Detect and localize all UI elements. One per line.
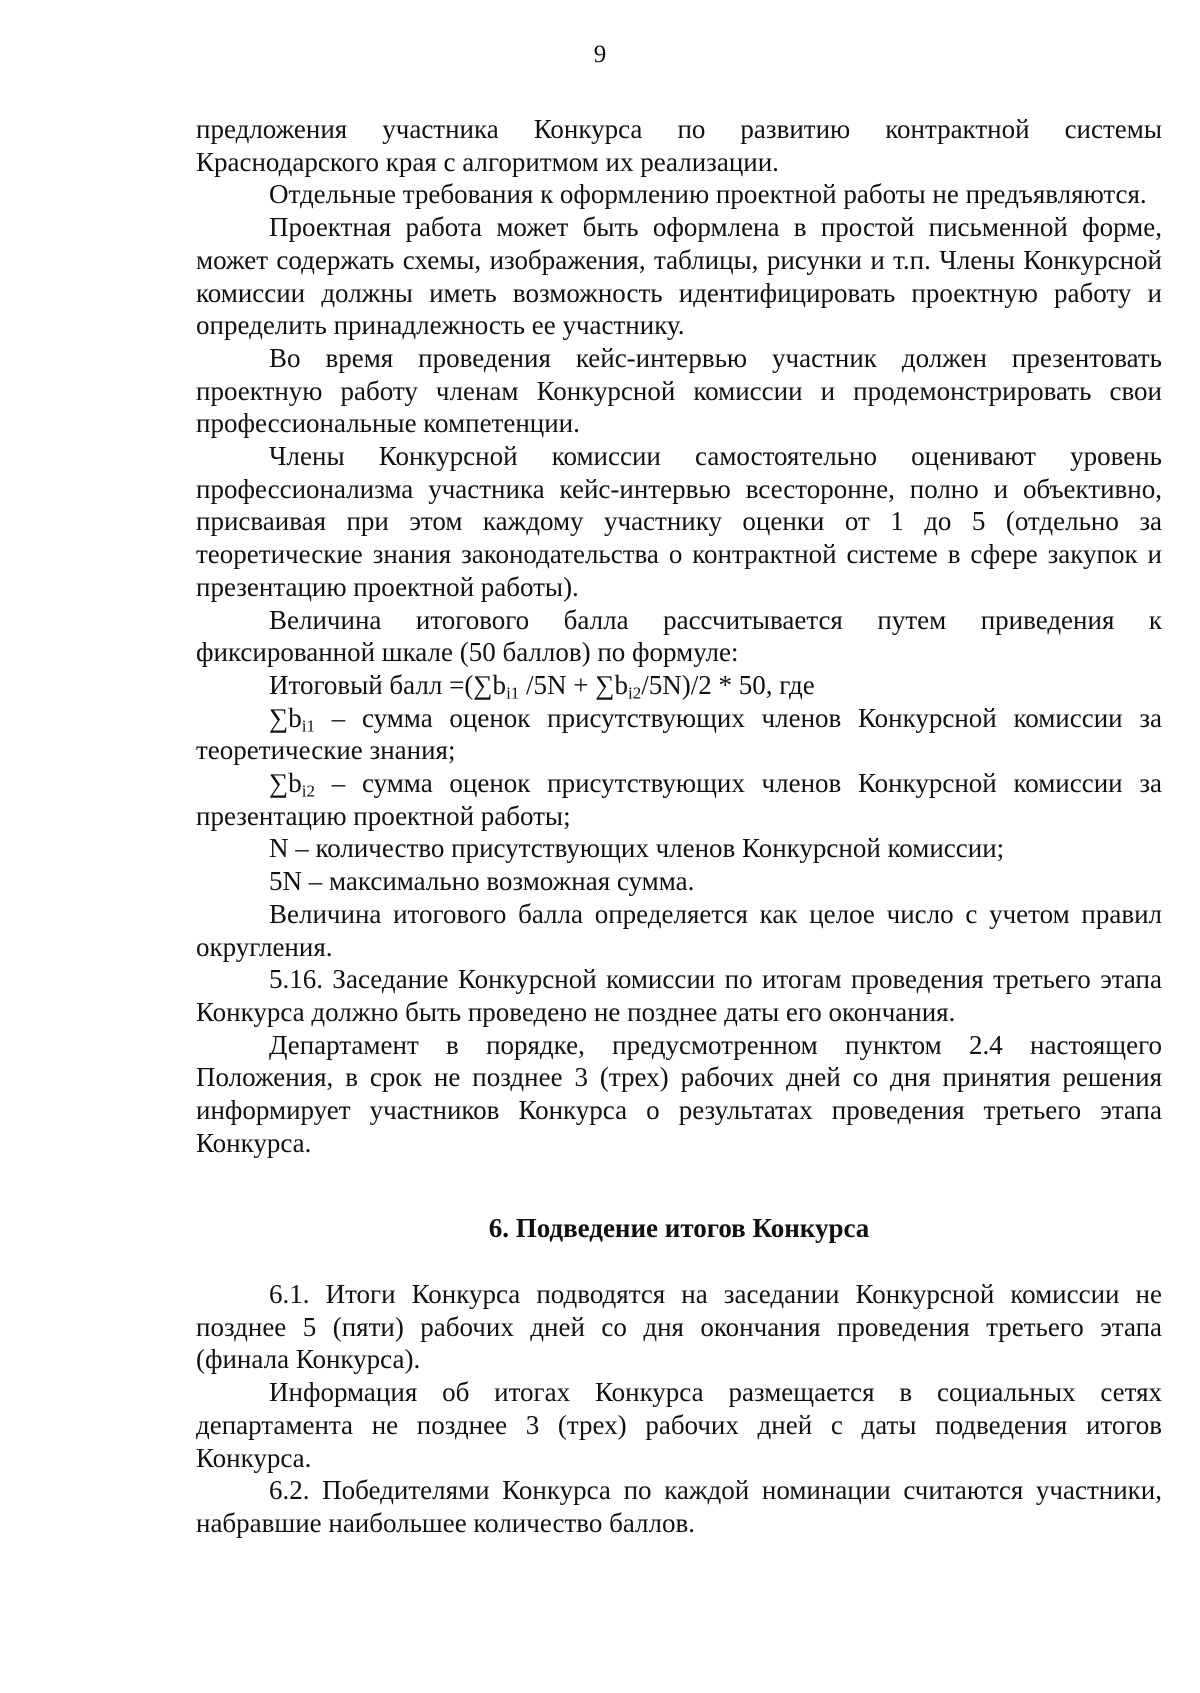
definition-subscript: i1 — [301, 715, 315, 735]
definition-bi1 — [196, 702, 1162, 767]
paragraph: Величина итогового балла рассчитывается путем приведения к фиксированной шкале (50 баллов) по формуле: — [196, 604, 1162, 668]
definition-n: N – количество присутствующих членов Конкурсной комиссии; — [269, 833, 1005, 864]
body-text-top — [196, 113, 1162, 1160]
formula-subscript-2: i2 — [628, 683, 642, 703]
section-heading: 6. Подведение итогов Конкурса — [488, 1213, 870, 1243]
formula-middle: /5N + ∑b — [519, 669, 629, 700]
definition-5n: 5N – максимально возможная сумма. — [269, 866, 695, 897]
definition-text: – сумма оценок присутствующих членов Конкурсной комиссии за теоретические знания; — [196, 702, 1162, 766]
clause-5-16: 5.16. Заседание Конкурсной комиссии по итогам проведения третьего этапа Конкурса должно быть проведено не позднее даты его окончания. — [196, 964, 1162, 1027]
formula-suffix: /5N)/2 * 50, где — [641, 669, 815, 700]
clause-6-2: 6.2. Победителями Конкурса по каждой номинации считаются участники, набравшие наибольшее количество баллов. — [196, 1475, 1162, 1538]
score-formula — [196, 669, 1162, 702]
clause-6-1: 6.1. Итоги Конкурса подводятся на заседании Конкурсной комиссии не позднее 5 (пяти) рабочих дней со дня окончания проведения третьего этапа (финала Конкурса). — [196, 1279, 1162, 1375]
definition-symbol: ∑b — [269, 702, 302, 733]
paragraph: Департамент в порядке, предусмотренном пунктом 2.4 настоящего Положения, в срок не позднее 3 (трех) рабочих дней со дня принятия решения информирует участников Конкурса о результатах проведения третьего этапа Конкурса. — [196, 1029, 1162, 1158]
definition-text: – сумма оценок присутствующих членов Конкурсной комиссии за презентацию проектной работы; — [196, 768, 1162, 831]
paragraph: Отдельные требования к оформлению проектной работы не предъявляются. — [269, 179, 1147, 210]
paragraph: предложения участника Конкурса по развитию контрактной системы Краснодарского края с алгоритмом их реализации. — [196, 114, 1162, 177]
definition-subscript: i2 — [301, 781, 315, 801]
formula-prefix: Итоговый балл =(∑b — [269, 669, 507, 700]
paragraph: Информация об итогах Конкурса размещается в социальных сетях департамента не позднее 3 (трех) рабочих дней с даты подведения итогов Конкурса. — [196, 1377, 1162, 1473]
paragraph: Проектная работа может быть оформлена в простой письменной форме, может содержать схемы, изображения, таблицы, рисунки и т.п. Члены Конкурсной комиссии должны иметь возможность идентифицировать проектную работу и определить принадлежность ее участнику. — [196, 212, 1162, 341]
paragraph: Во время проведения кейс-интервью участник должен презентовать проектную работу членам Конкурсной комиссии и продемонстрировать свои профессиональные компетенции. — [196, 342, 1162, 439]
paragraph: Члены Конкурсной комиссии самостоятельно оценивают уровень профессионализма участника кейс-интервью всесторонне, полно и объективно, присваивая при этом каждому участнику оценки от 1 до 5 (отдельно за теоретические знания законодательства о контрактной системе в сфере закупок и презентацию проектной работы). — [196, 441, 1162, 602]
definition-bi2 — [196, 767, 1162, 832]
formula-subscript-1: i1 — [506, 683, 520, 703]
page-number: 9 — [593, 41, 607, 68]
definition-symbol: ∑b — [269, 768, 302, 799]
paragraph: Величина итогового балла определяется как целое число с учетом правил округления. — [196, 898, 1162, 962]
body-text-bottom — [196, 1278, 1162, 1540]
